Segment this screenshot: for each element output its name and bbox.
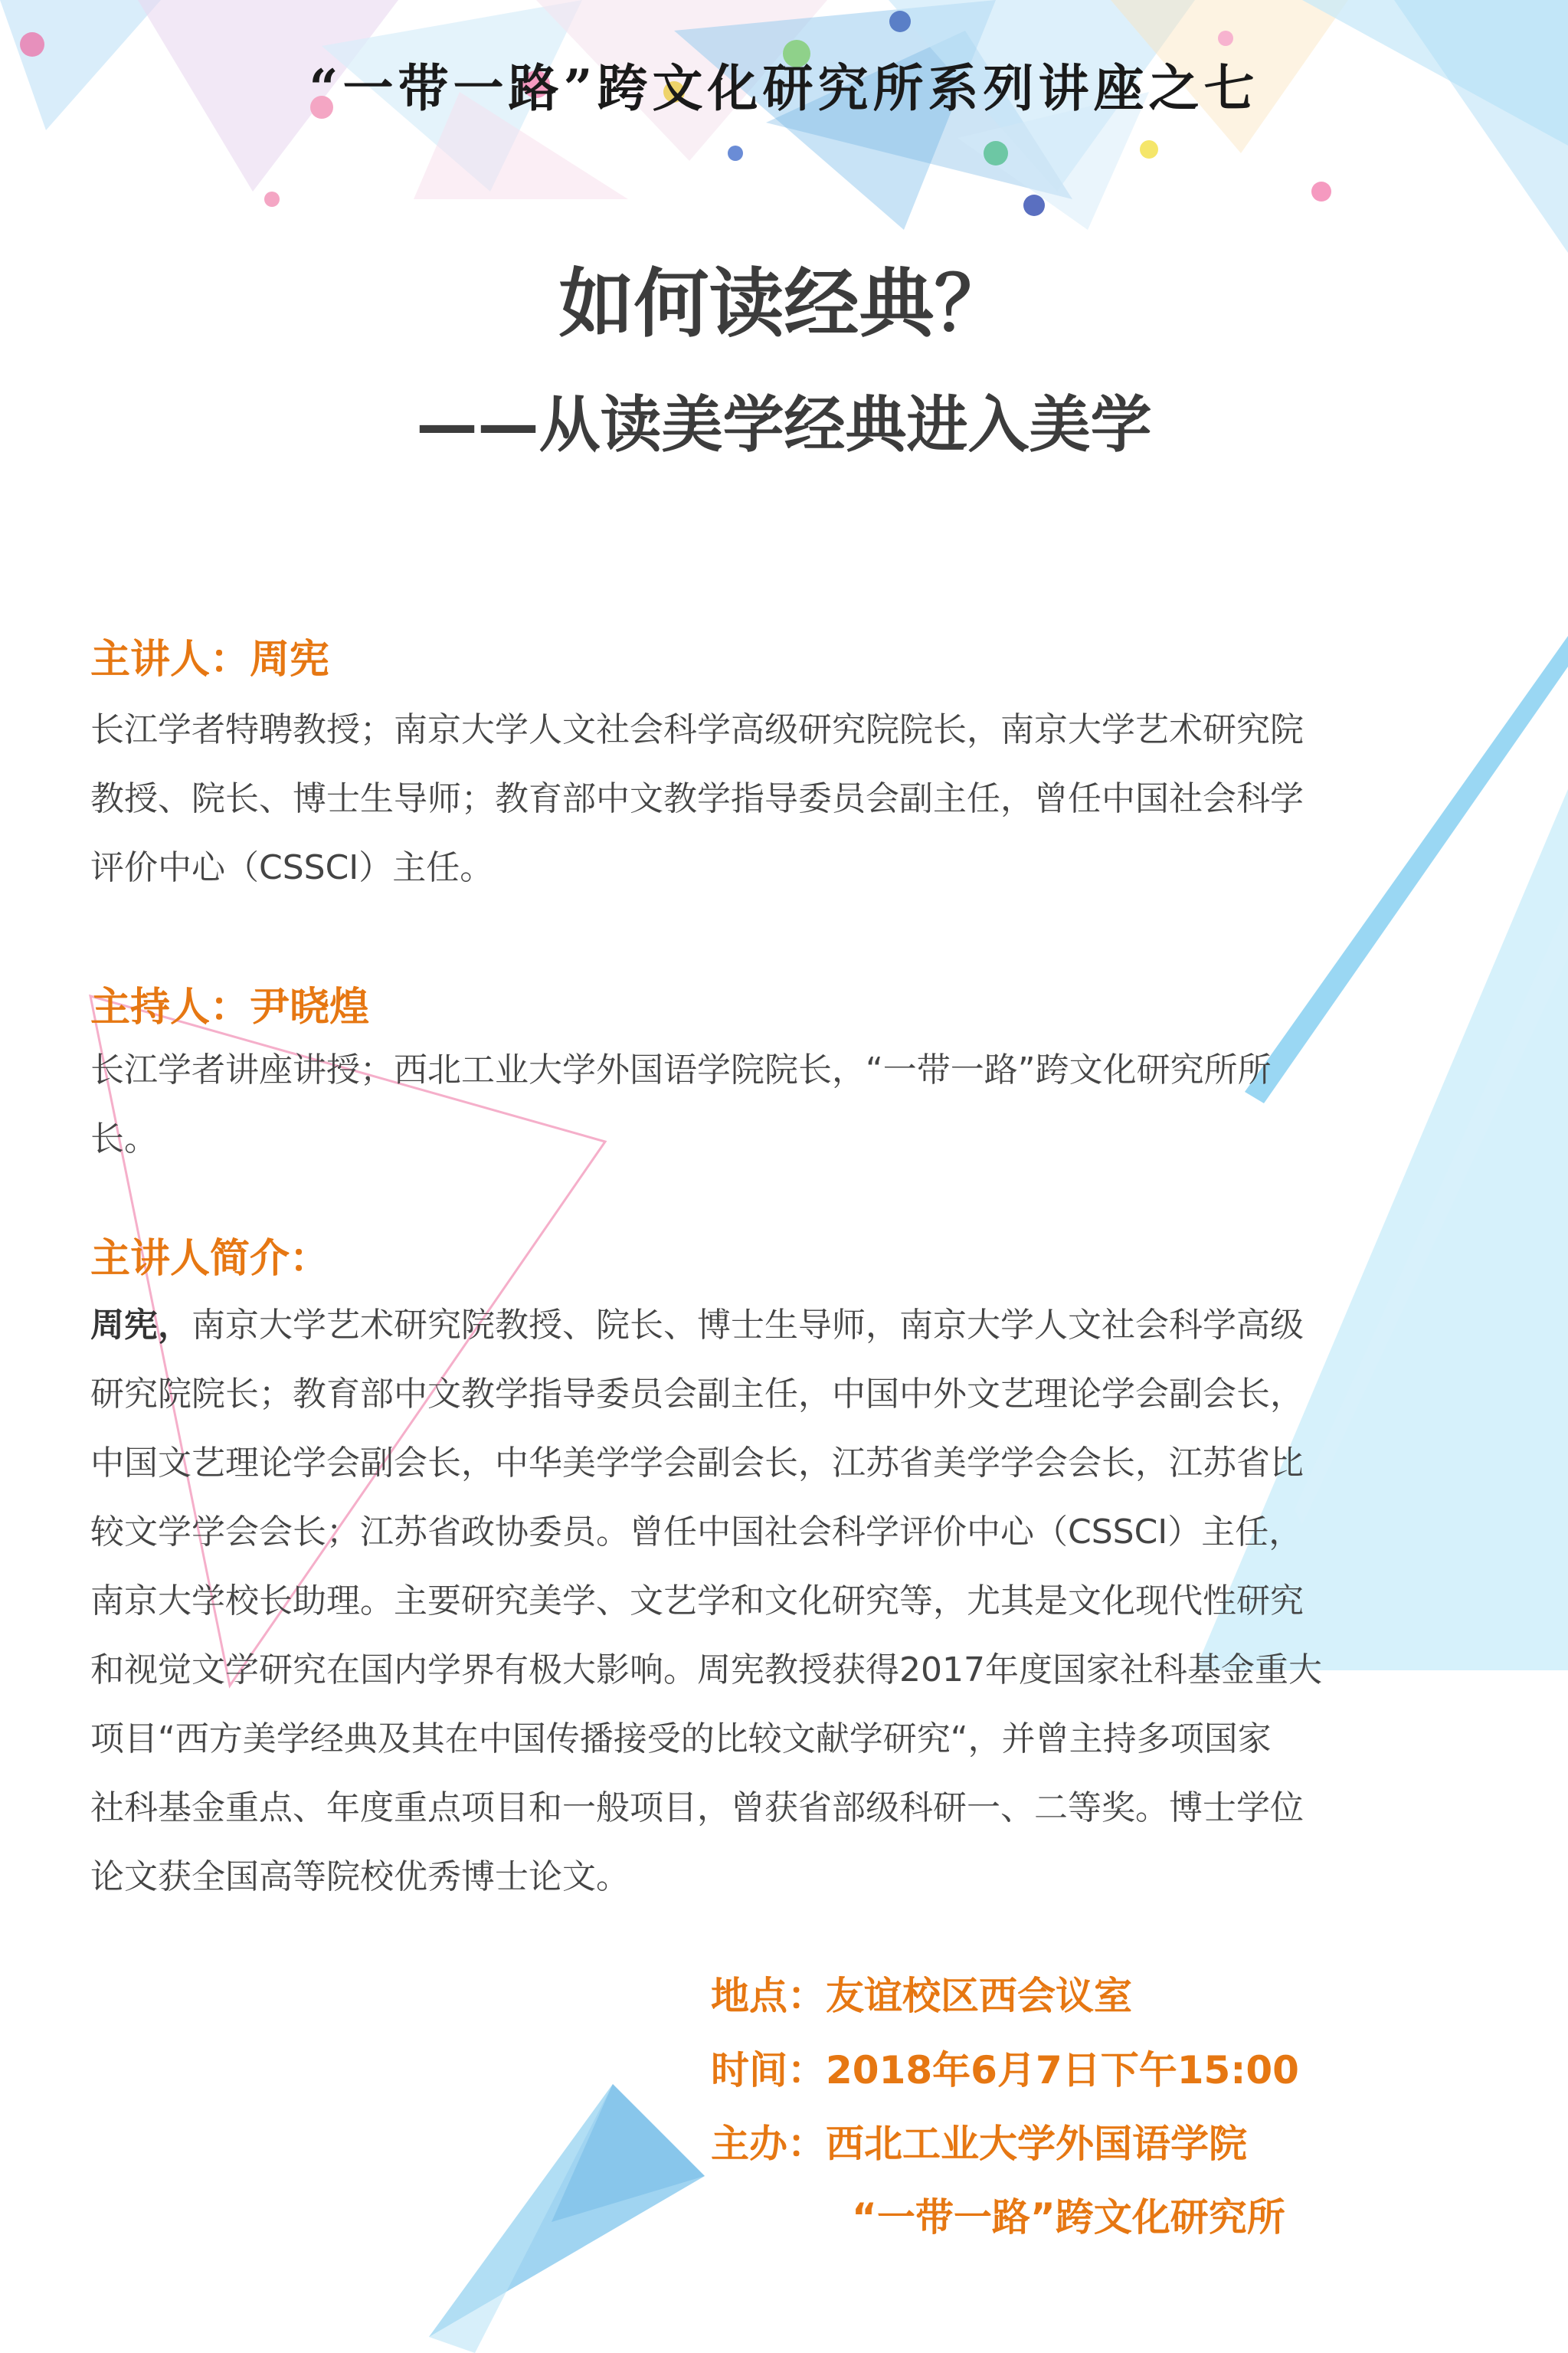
host-line: 长江学者讲座讲授；西北工业大学外国语学院院长，“一带一路”跨文化研究所所 (90, 1050, 1272, 1090)
bio-line: 和视觉文学研究在国内学界有极大影响。周宪教授获得2017年度国家社科基金重大 (90, 1650, 1322, 1689)
bio-line: 论文获全国高等院校优秀博士论文。 (90, 1857, 630, 1896)
speaker-description (90, 696, 1469, 903)
bio-heading: 主讲人简介： (90, 1236, 330, 1282)
bio-line: 项目“西方美学经典及其在中国传播接受的比较文献学研究“，并曾主持多项国家 (90, 1719, 1272, 1758)
bio-line: 社科基金重点、年度重点项目和一般项目，曾获省部级科研一、二等奖。博士学位 (90, 1788, 1304, 1827)
lecture-title: 如何读经典？ (558, 261, 1010, 348)
host-description (90, 1036, 1469, 1174)
host-heading: 主持人：尹晓煌 (90, 985, 370, 1031)
bio-line: 中国文艺理论学会副会长，中华美学学会副会长，江苏省美学学会会长，江苏省比 (90, 1444, 1304, 1483)
speaker-line: 教授、院长、博士生导师；教育部中文教学指导委员会副主任，曾任中国社会科学 (90, 779, 1304, 818)
bio-line: 研究院院长；教育部中文教学指导委员会副主任，中国中外文艺理论学会副会长， (90, 1375, 1304, 1414)
bio-speaker-name: 周宪， (90, 1306, 191, 1345)
event-location: 地点：友谊校区西会议室 (711, 1974, 1132, 2018)
event-organizer: 主办：西北工业大学外国语学院 (711, 2122, 1247, 2166)
speaker-heading: 主讲人：周宪 (90, 637, 330, 683)
bio-line: 南京大学校长助理。主要研究美学、文艺学和文化研究等，尤其是文化现代性研究 (90, 1581, 1304, 1621)
bio-line-text: 南京大学艺术研究院教授、院长、博士生导师，南京大学人文社会科学高级 (191, 1306, 1304, 1345)
event-organizer-institute: “一带一路”跨文化研究所 (852, 2195, 1285, 2240)
speaker-line: 长江学者特聘教授；南京大学人文社会科学高级研究院院长，南京大学艺术研究院 (90, 710, 1304, 749)
series-title: “一带一路”跨文化研究所系列讲座之七 (309, 58, 1259, 118)
event-time: 时间：2018年6月7日下午15:00 (711, 2048, 1299, 2092)
bio-line (90, 1291, 1469, 1360)
lecture-subtitle: ——从读美学经典进入美学 (416, 389, 1152, 460)
bio-description (90, 1291, 1469, 1912)
speaker-line: 评价中心（CSSCI）主任。 (90, 848, 494, 887)
bio-line: 较文学学会会长；江苏省政协委员。曾任中国社会科学评价中心（CSSCI）主任， (90, 1512, 1303, 1552)
host-line: 长。 (90, 1119, 158, 1158)
